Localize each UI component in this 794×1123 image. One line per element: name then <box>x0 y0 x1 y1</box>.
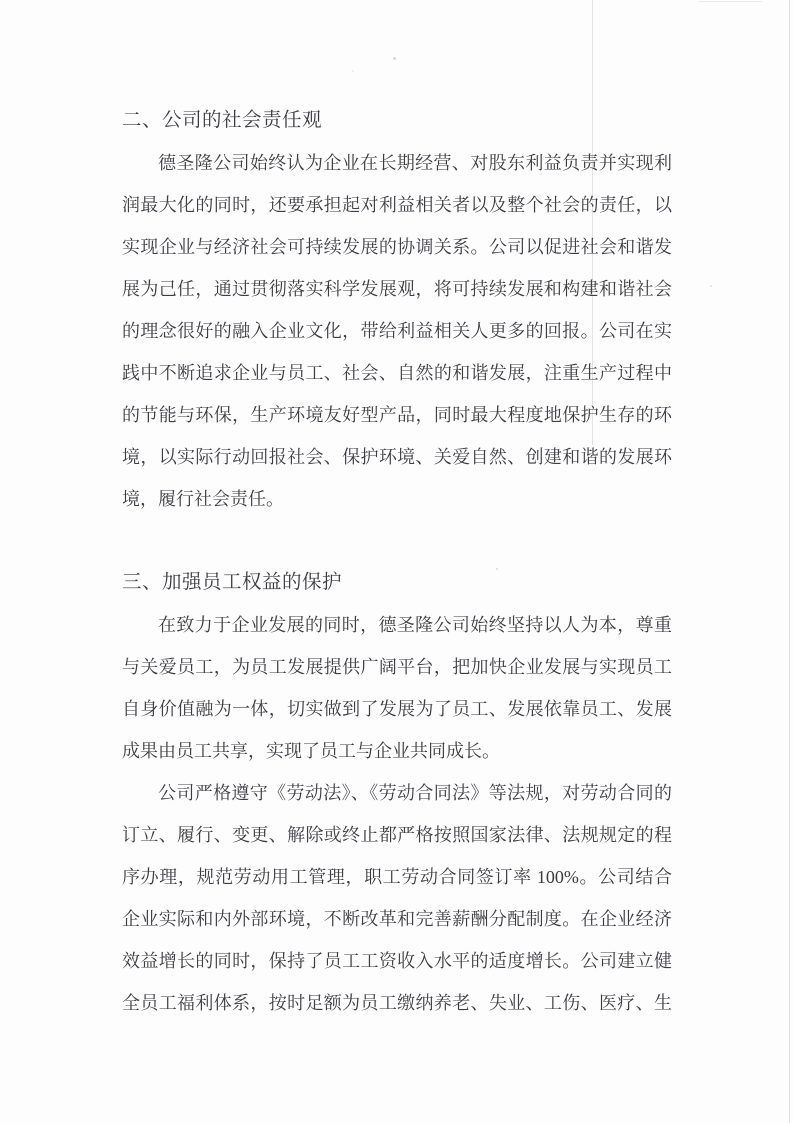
scan-speck <box>352 70 354 72</box>
section-heading: 二、公司的社会责任观 <box>122 110 323 131</box>
text-line: 展为己任，通过贯彻落实科学发展观，将可持续发展和构建和谐社会 <box>122 279 672 299</box>
section-employee-rights <box>122 562 672 1024</box>
text-line: 自身价值融为一体，切实做到了发展为了员工、发展依靠员工、发展 <box>122 699 672 719</box>
text-line: 订立、履行、变更、解除或终止都严格按照国家法律、法规规定的程 <box>122 825 672 845</box>
text-line: 的理念很好的融入企业文化，带给利益相关人更多的回报。公司在实 <box>122 321 672 341</box>
text-line: 境，以实际行动回报社会、保护环境、关爱自然、创建和谐的发展环 <box>122 447 672 467</box>
section-social-responsibility <box>122 100 672 520</box>
text-line: 境，履行社会责任。 <box>122 489 284 509</box>
scan-line-artifact <box>789 0 790 1123</box>
scan-line-artifact <box>698 1 762 2</box>
text-line: 德圣隆公司始终认为企业在长期经营、对股东利益负责并实现利 <box>158 153 672 173</box>
text-line: 实现企业与经济社会可持续发展的协调关系。公司以促进社会和谐发 <box>122 237 672 257</box>
text-line: 效益增长的同时，保持了员工工资收入水平的适度增长。公司建立健 <box>122 951 672 971</box>
text-line: 润最大化的同时，还要承担起对利益相关者以及整个社会的责任，以 <box>122 195 672 215</box>
section-body <box>122 604 672 1024</box>
text-line: 践中不断追求企业与员工、社会、自然的和谐发展，注重生产过程中 <box>122 363 672 383</box>
text-line: 与关爱员工，为员工发展提供广阔平台，把加快企业发展与实现员工 <box>122 657 672 677</box>
text-line: 的节能与环保，生产环境友好型产品，同时最大程度地保护生存的环 <box>122 405 672 425</box>
section-body <box>122 142 672 520</box>
text-line: 全员工福利体系，按时足额为员工缴纳养老、失业、工伤、医疗、生 <box>122 993 672 1013</box>
text-line: 序办理，规范劳动用工管理，职工劳动合同签订率 100%。公司结合 <box>122 867 672 887</box>
scan-speck <box>393 57 396 60</box>
scan-speck <box>710 285 712 287</box>
text-line: 企业实际和内外部环境，不断改革和完善薪酬分配制度。在企业经济 <box>122 909 672 929</box>
text-line: 在致力于企业发展的同时，德圣隆公司始终坚持以人为本，尊重 <box>158 615 672 635</box>
text-block <box>122 100 672 1024</box>
text-line: 公司严格遵守《劳动法》、《劳动合同法》等法规，对劳动合同的 <box>158 783 672 803</box>
section-heading: 三、加强员工权益的保护 <box>122 572 343 593</box>
text-line: 成果由员工共享，实现了员工与企业共同成长。 <box>122 741 500 761</box>
